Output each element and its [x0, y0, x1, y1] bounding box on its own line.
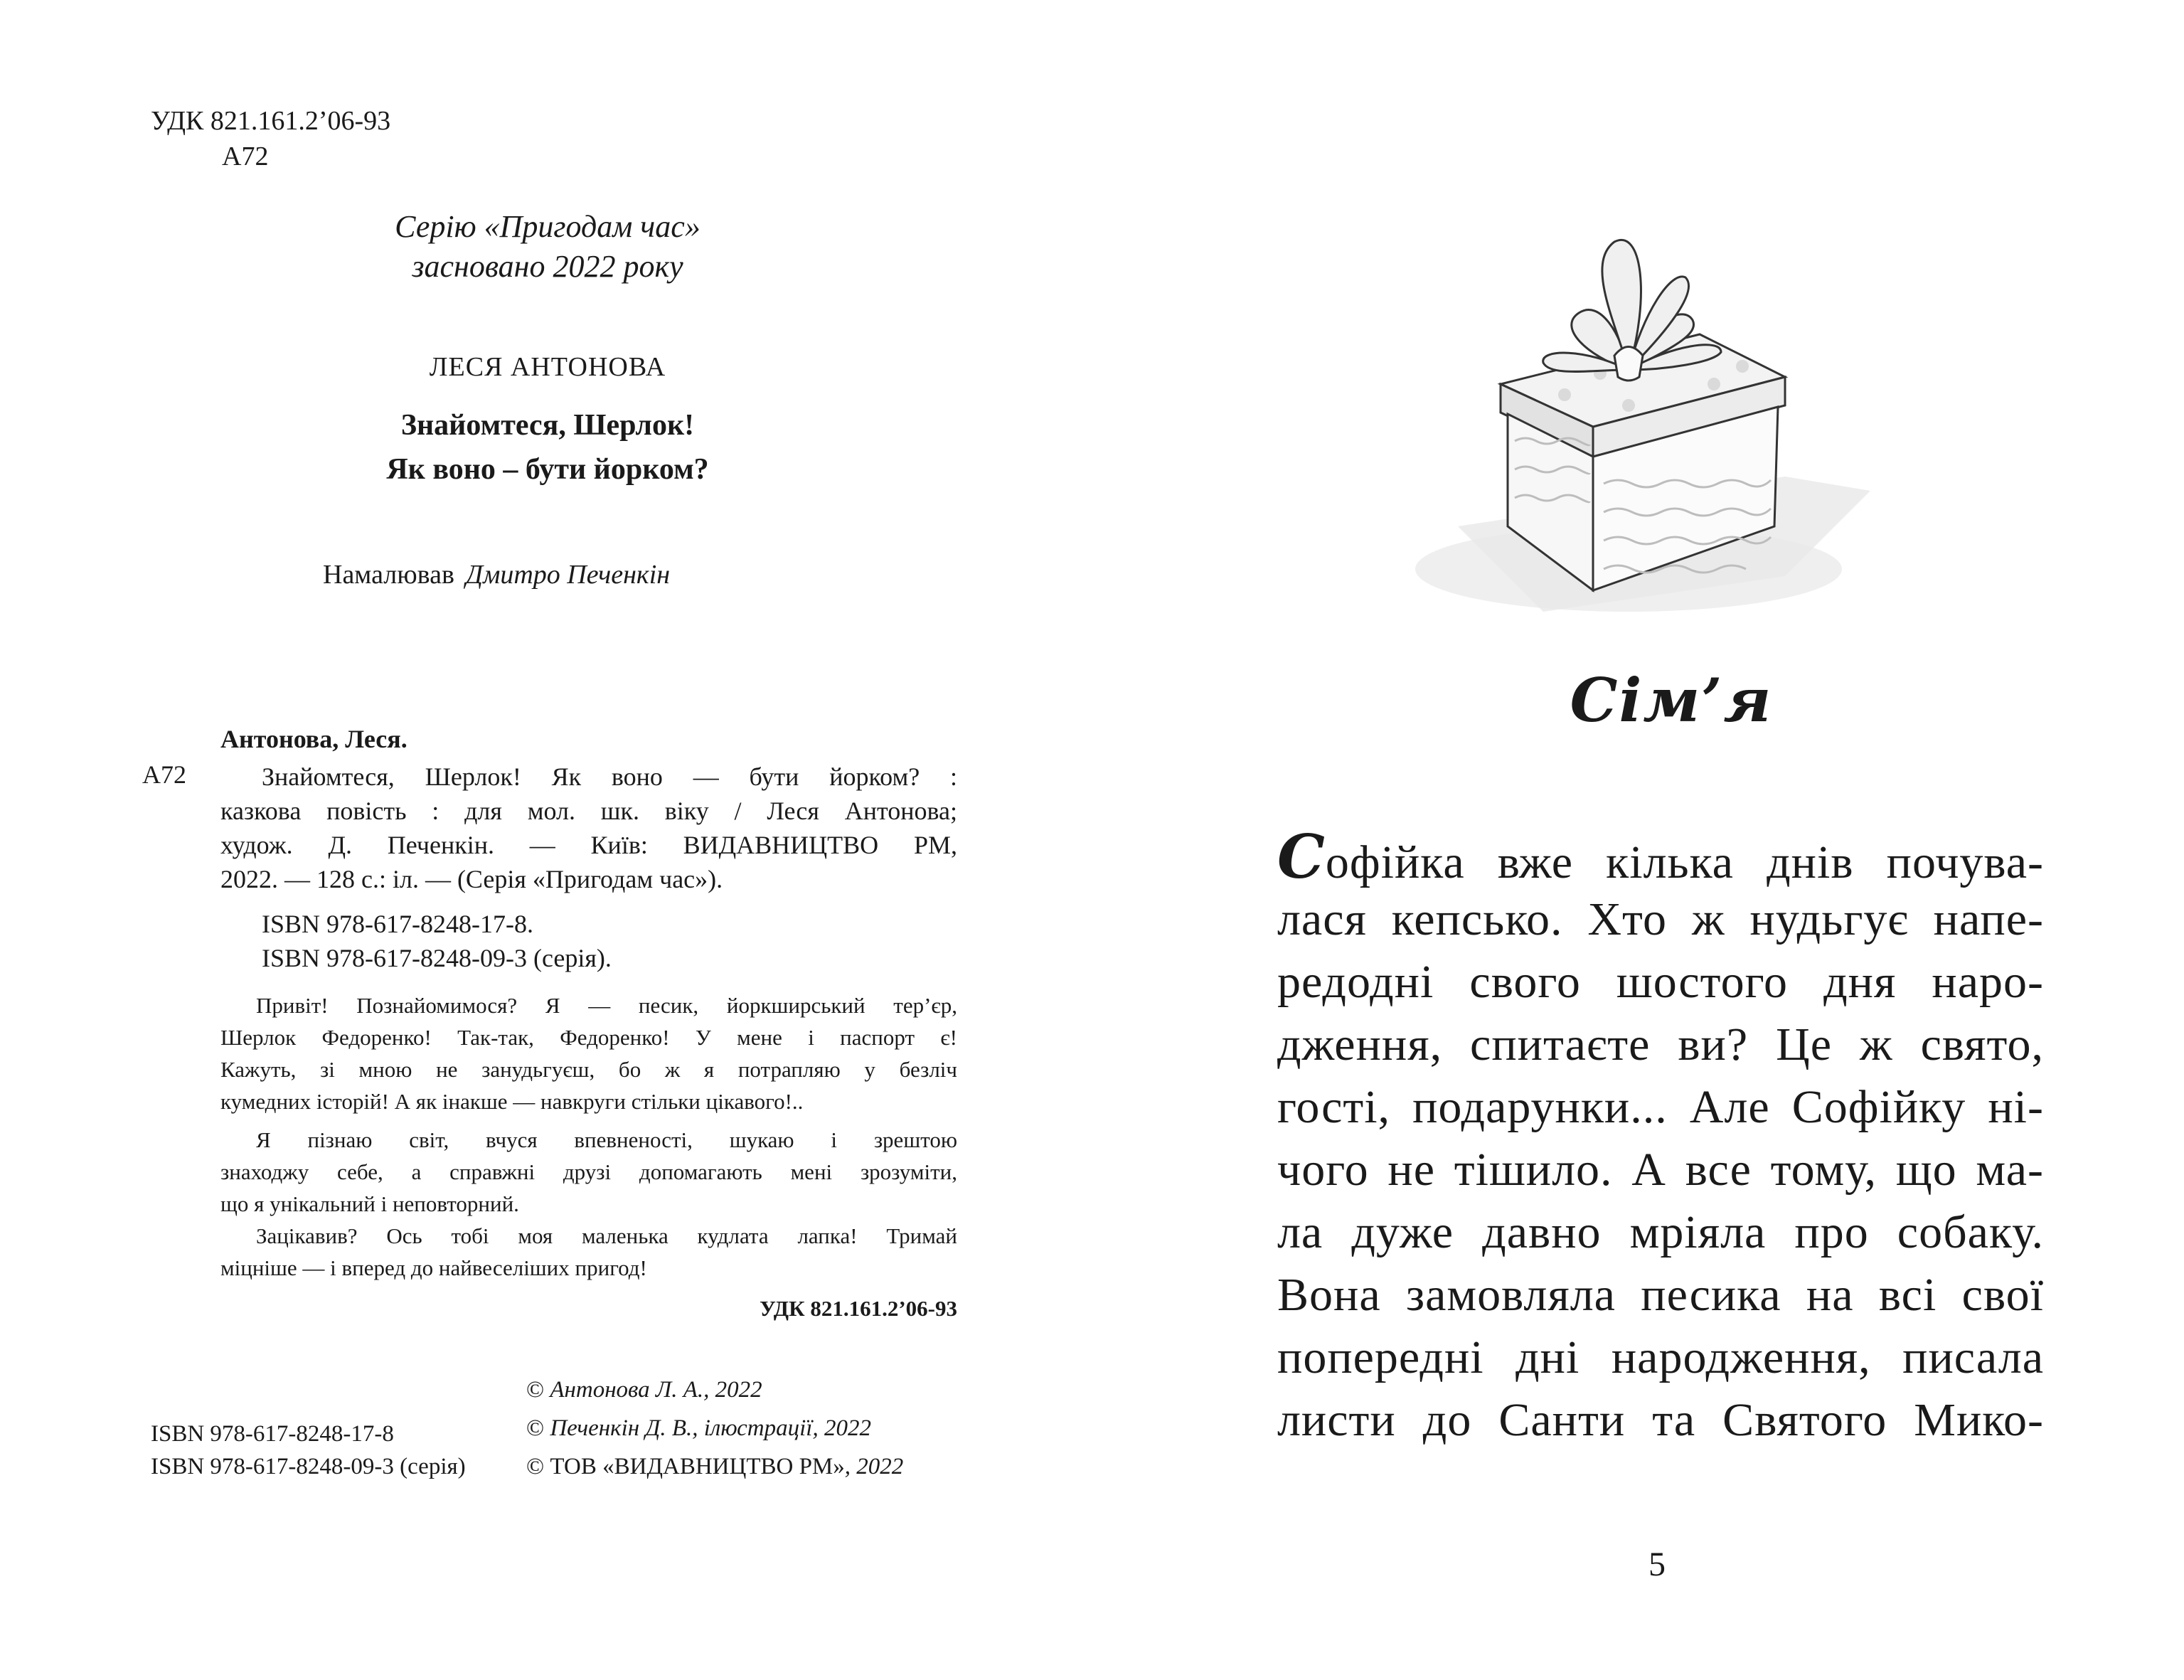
author-sign: А72	[222, 142, 269, 171]
series-note-line-2: засновано 2022 року	[412, 249, 683, 284]
isbn-bottom: ISBN 978-617-8248-17-8	[151, 1421, 394, 1447]
page-number: 5	[1648, 1546, 1666, 1583]
annotation-line: Шерлок Федоренко! Так-так, Федоренко! У мене і паспорт є!	[220, 1025, 957, 1050]
annotation-line: Привіт! Познайомимося? Я — песик, йоркширський тер’єр,	[256, 993, 957, 1018]
annotation-line: знаходжу себе, а справжні друзі допомагають мені зрозуміти,	[220, 1159, 957, 1184]
annotation-line: міцніше — і вперед до найвеселіших пригод!	[220, 1255, 647, 1280]
catalog-index: А72	[142, 760, 186, 789]
catalog-isbn: ISBN 978-617-8248-17-8.	[262, 910, 533, 938]
annotation-line: кумедних історій! А як інакше — навкруги стільки цікавого!..	[220, 1089, 804, 1114]
chapter-title: Сім’я	[1570, 665, 1773, 735]
body-line: попередні дні народження, писала	[1277, 1331, 2044, 1383]
body-line: Вона замовляла песика на всі свої	[1277, 1269, 2044, 1321]
body-line: лася кепсько. Хто ж нудьгує напе-	[1277, 893, 2044, 945]
drop-cap: С	[1277, 822, 1326, 892]
body-line: ла дуже давно мріяла про собаку.	[1277, 1206, 2044, 1258]
catalog-author: Антонова, Леся.	[220, 725, 407, 753]
udk-code: УДК 821.161.2’06-93	[151, 106, 391, 136]
annotation-line: Кажуть, зі мною не занудьгуєш, бо ж я потрапляю у безліч	[220, 1057, 957, 1082]
illustrator-credit	[323, 559, 670, 590]
catalog-isbn-series: ISBN 978-617-8248-09-3 (серія).	[262, 944, 612, 972]
catalog-line: Знайомтеся, Шерлок! Як воно — бути йорком? :	[262, 762, 957, 791]
catalog-line: казкова повість : для мол. шк. віку / Леся Антонова;	[220, 797, 957, 825]
body-line: Софійка вже кілька днів почува-	[1277, 822, 2044, 892]
illustrator-name: Дмитро Печенкін	[465, 560, 671, 590]
body-line: редодні свого шостого дня наро-	[1277, 956, 2044, 1008]
body-line: чого не тішило. А все тому, що ма-	[1277, 1144, 2044, 1196]
annotation-line: що я унікальний і неповторний.	[220, 1191, 519, 1216]
book-title-line-2: Як воно – бути йорком?	[386, 453, 709, 486]
body-line: листи до Санти та Святого Мико-	[1277, 1394, 2044, 1446]
copyright-line: © Печенкін Д. В., ілюстрації, 2022	[526, 1415, 871, 1441]
body-line: дження, спитаєте ви? Це ж свято,	[1277, 1019, 2044, 1070]
annotation-line: Я пізнаю світ, вчуся впевненості, шукаю і зрештою	[256, 1127, 957, 1152]
catalog-line: худож. Д. Печенкін. — Київ: ВИДАВНИЦТВО РМ,	[220, 831, 957, 859]
illustrator-label: Намалював	[323, 560, 454, 590]
book-title-line-1: Знайомтеся, Шерлок!	[400, 409, 695, 442]
catalog-udk: УДК 821.161.2’06-93	[760, 1296, 957, 1321]
isbn-series-bottom: ISBN 978-617-8248-09-3 (серія)	[151, 1454, 466, 1479]
copyright-line: © ТОВ «ВИДАВНИЦТВО РМ», 2022	[526, 1454, 904, 1479]
author-name: ЛЕСЯ АНТОНОВА	[429, 352, 666, 382]
gift-box-illustration	[1415, 192, 1899, 619]
body-line: гості, подарунки... Але Софійку ні-	[1277, 1081, 2044, 1133]
annotation-line: Зацікавив? Ось тобі моя маленька кудлата лапка! Тримай	[256, 1223, 957, 1248]
series-note-line-1: Серію «Пригодам час»	[395, 209, 701, 244]
copyright-line: © Антонова Л. А., 2022	[526, 1377, 762, 1403]
catalog-line: 2022. — 128 с.: іл. — (Серія «Пригодам час»).	[220, 865, 723, 893]
